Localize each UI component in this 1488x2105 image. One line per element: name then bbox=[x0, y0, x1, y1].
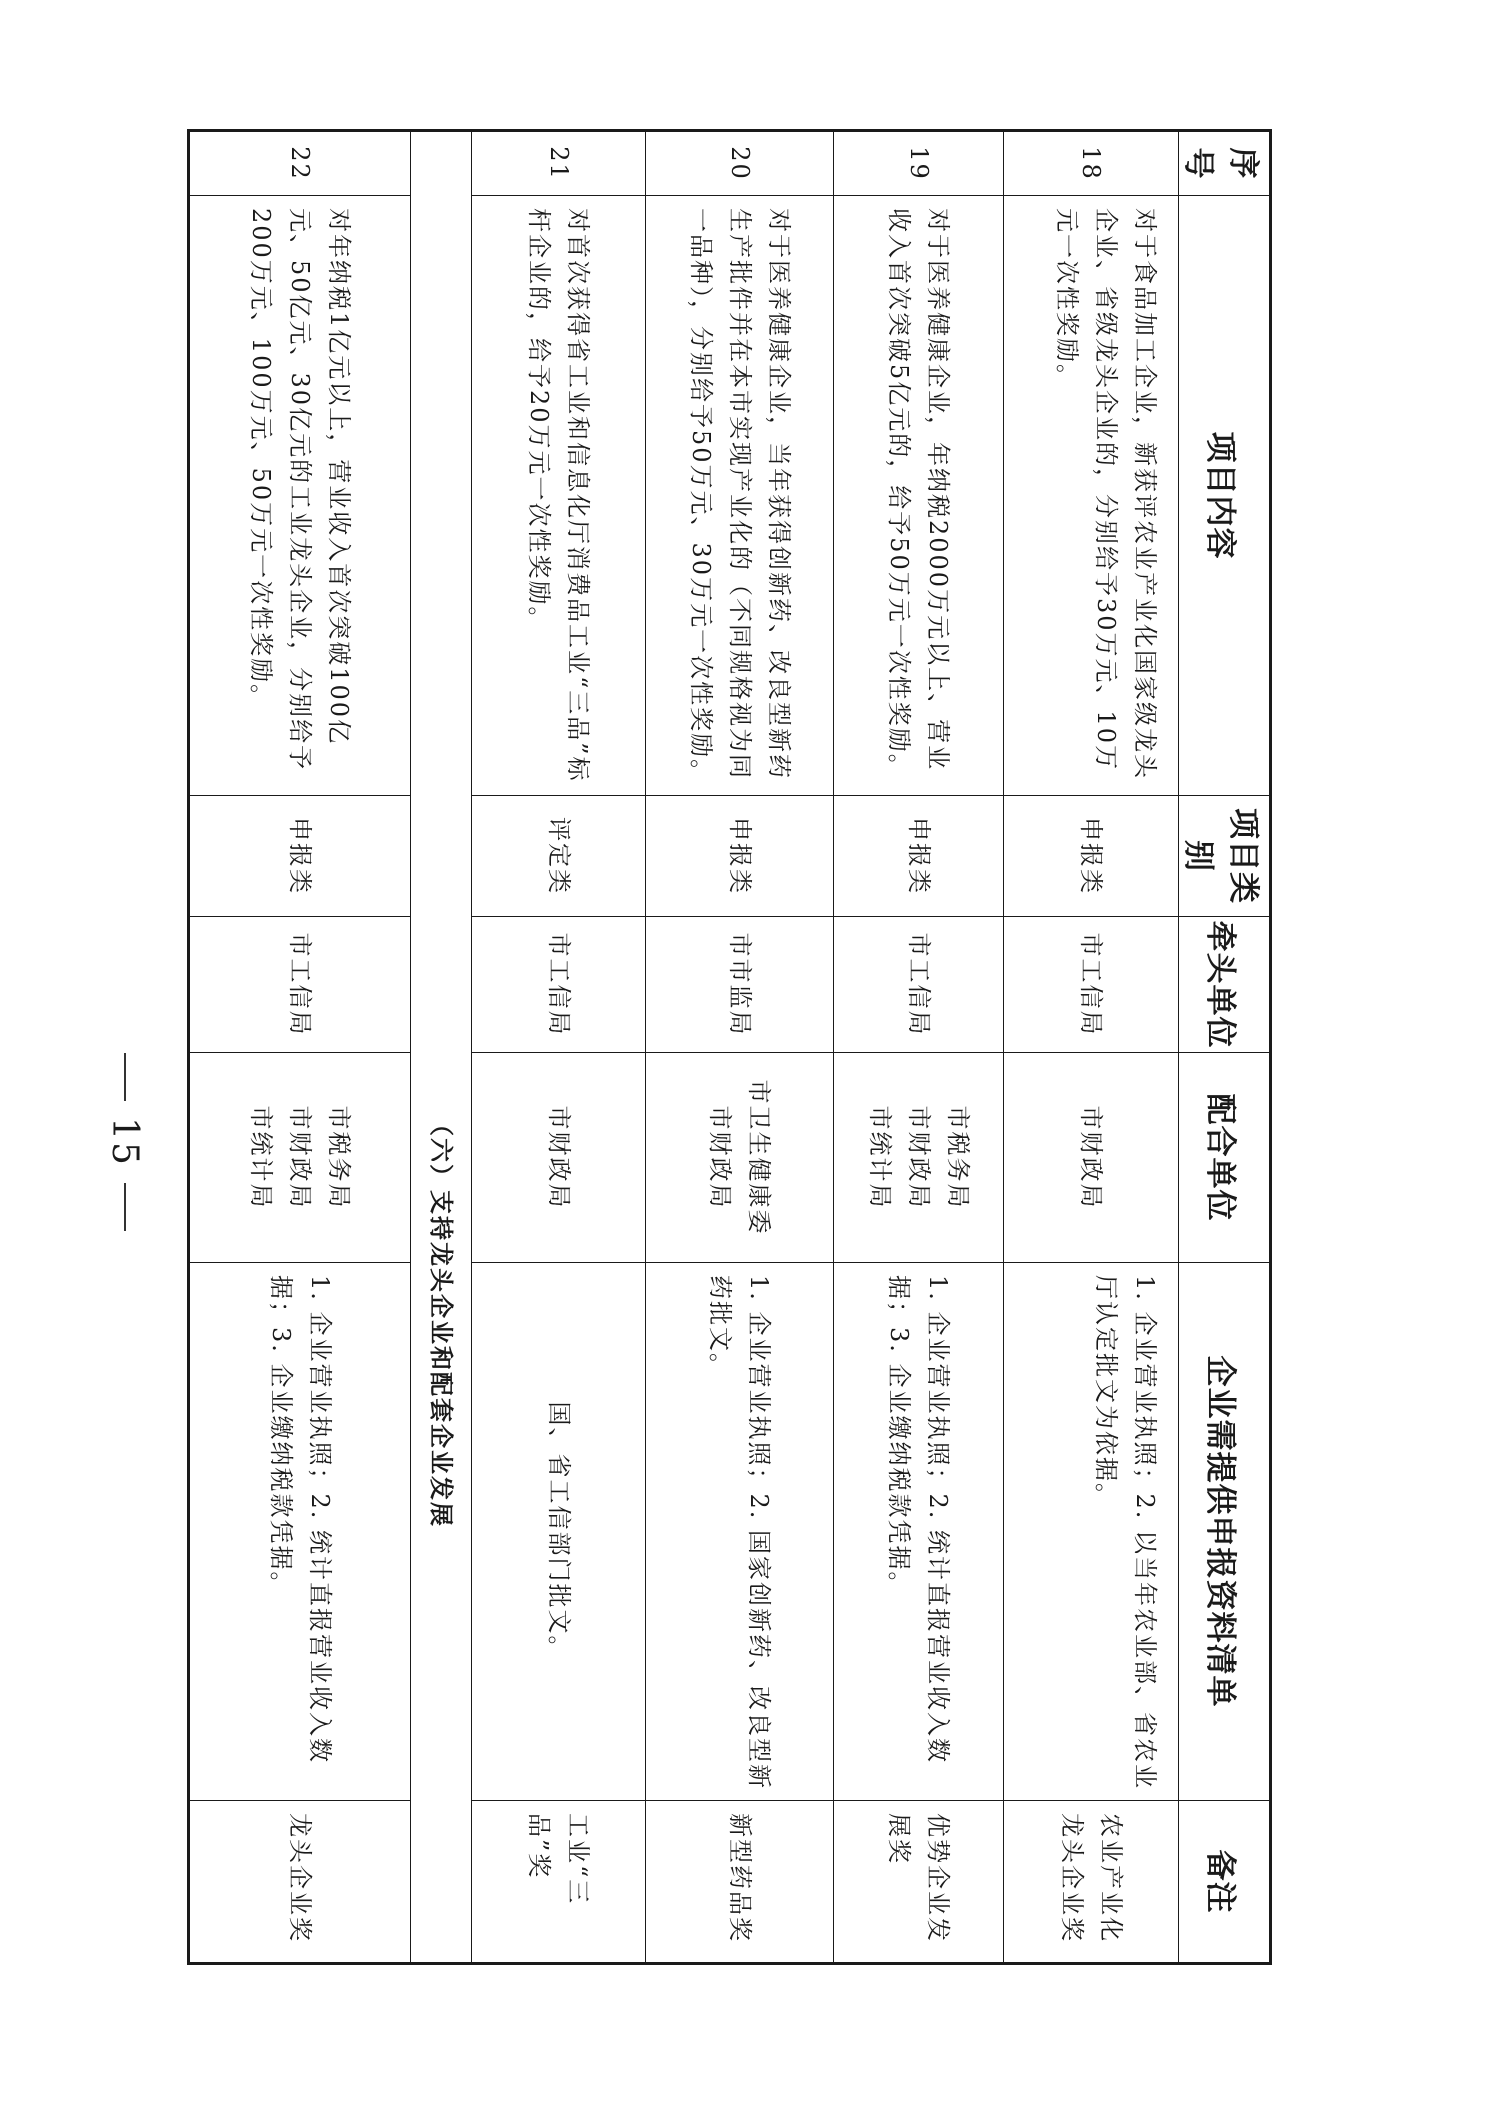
row-remark: 新型药品奖 bbox=[646, 1801, 834, 1964]
row-seq: 19 bbox=[834, 131, 1004, 196]
row-lead: 市工信局 bbox=[834, 917, 1004, 1053]
header-materials: 企业需提供申报资料清单 bbox=[1179, 1263, 1271, 1801]
coop-unit: 市财政局 bbox=[545, 1105, 573, 1210]
row-category: 申报类 bbox=[646, 796, 834, 917]
coop-unit: 市统计局 bbox=[247, 1105, 276, 1210]
row-materials: 1. 企业营业执照；2. 统计直报营业收入数据；3. 企业缴纳税款凭据。 bbox=[189, 1263, 411, 1801]
row-remark: 龙头企业奖 bbox=[189, 1801, 411, 1964]
row-lead: 市工信局 bbox=[472, 917, 646, 1053]
row-materials: 国、省工信部门批文。 bbox=[472, 1263, 646, 1801]
coop-unit: 市卫生健康委 bbox=[745, 1079, 774, 1236]
header-remark: 备注 bbox=[1179, 1801, 1271, 1964]
row-materials: 1. 企业营业执照；2. 国家创新药、改良型新药批文。 bbox=[646, 1263, 834, 1801]
row-lead: 市市监局 bbox=[646, 917, 834, 1053]
header-coop: 配合单位 bbox=[1179, 1053, 1271, 1263]
row-materials: 1. 企业营业执照；2. 以当年农业部、省农业厅认定批文为依据。 bbox=[1004, 1263, 1179, 1801]
header-seq: 序号 bbox=[1179, 131, 1271, 196]
row-seq: 20 bbox=[646, 131, 834, 196]
row-content: 对于医养健康企业，当年获得创新药、改良型新药生产批件并在本市实现产业化的（不同规格视为同一品种），分别给予50万元、30万元一次性奖励。 bbox=[646, 196, 834, 796]
page-number-dash bbox=[124, 1053, 126, 1101]
row-content: 对于医养健康企业，年纳税2000万元以上、营业收入首次突破5亿元的，给予50万元一次性奖励。 bbox=[834, 196, 1004, 796]
header-content: 项目内容 bbox=[1179, 196, 1271, 796]
row-category: 申报类 bbox=[189, 796, 411, 917]
page-number bbox=[105, 1012, 149, 1272]
section-title: （六）支持龙头企业和配套企业发展 bbox=[411, 131, 472, 1964]
row-content: 对首次获得省工业和信息化厅消费品工业“三品”标杆企业的，给予20万元一次性奖励。 bbox=[472, 196, 646, 796]
row-lead: 市工信局 bbox=[1004, 917, 1179, 1053]
row-coop bbox=[646, 1053, 834, 1263]
row-coop bbox=[834, 1053, 1004, 1263]
row-lead: 市工信局 bbox=[189, 917, 411, 1053]
row-coop bbox=[1004, 1053, 1179, 1263]
row-content: 对于食品加工企业，新获评农业产业化国家级龙头企业、省级龙头企业的，分别给予30万元、10万元一次性奖励。 bbox=[1004, 196, 1179, 796]
table-row bbox=[189, 131, 411, 1964]
row-remark: 工业“三品”奖 bbox=[472, 1801, 646, 1964]
page-number-dash bbox=[124, 1183, 126, 1231]
row-content: 对年纳税1亿元以上，营业收入首次突破100亿元、50亿元、30亿元的工业龙头企业，分别给予200万元、100万元、50万元一次性奖励。 bbox=[189, 196, 411, 796]
policy-table bbox=[187, 129, 1272, 1965]
table-row bbox=[472, 131, 646, 1964]
coop-unit: 市统计局 bbox=[866, 1105, 894, 1210]
row-remark: 农业产业化龙头企业奖 bbox=[1004, 1801, 1179, 1964]
row-seq: 18 bbox=[1004, 131, 1179, 196]
coop-unit: 市税务局 bbox=[325, 1105, 354, 1210]
section-row bbox=[411, 131, 472, 1964]
row-materials: 1. 企业营业执照；2. 统计直报营业收入数据；3. 企业缴纳税款凭据。 bbox=[834, 1263, 1004, 1801]
coop-unit: 市财政局 bbox=[905, 1105, 933, 1210]
table-row bbox=[646, 131, 834, 1964]
row-category: 申报类 bbox=[834, 796, 1004, 917]
row-coop bbox=[189, 1053, 411, 1263]
table-row bbox=[1004, 131, 1179, 1964]
header-lead: 牵头单位 bbox=[1179, 917, 1271, 1053]
coop-unit: 市税务局 bbox=[944, 1105, 972, 1210]
table-row bbox=[834, 131, 1004, 1964]
row-category: 评定类 bbox=[472, 796, 646, 917]
row-seq: 22 bbox=[189, 131, 411, 196]
page-number-value: 15 bbox=[104, 1117, 146, 1167]
header-category: 项目类别 bbox=[1179, 796, 1271, 917]
coop-unit: 市财政局 bbox=[706, 1105, 735, 1210]
header-row bbox=[1179, 131, 1271, 1964]
row-category: 申报类 bbox=[1004, 796, 1179, 917]
row-seq: 21 bbox=[472, 131, 646, 196]
coop-unit: 市财政局 bbox=[1077, 1105, 1106, 1210]
coop-unit: 市财政局 bbox=[286, 1105, 315, 1210]
row-coop bbox=[472, 1053, 646, 1263]
row-remark: 优势企业发展奖 bbox=[834, 1801, 1004, 1964]
